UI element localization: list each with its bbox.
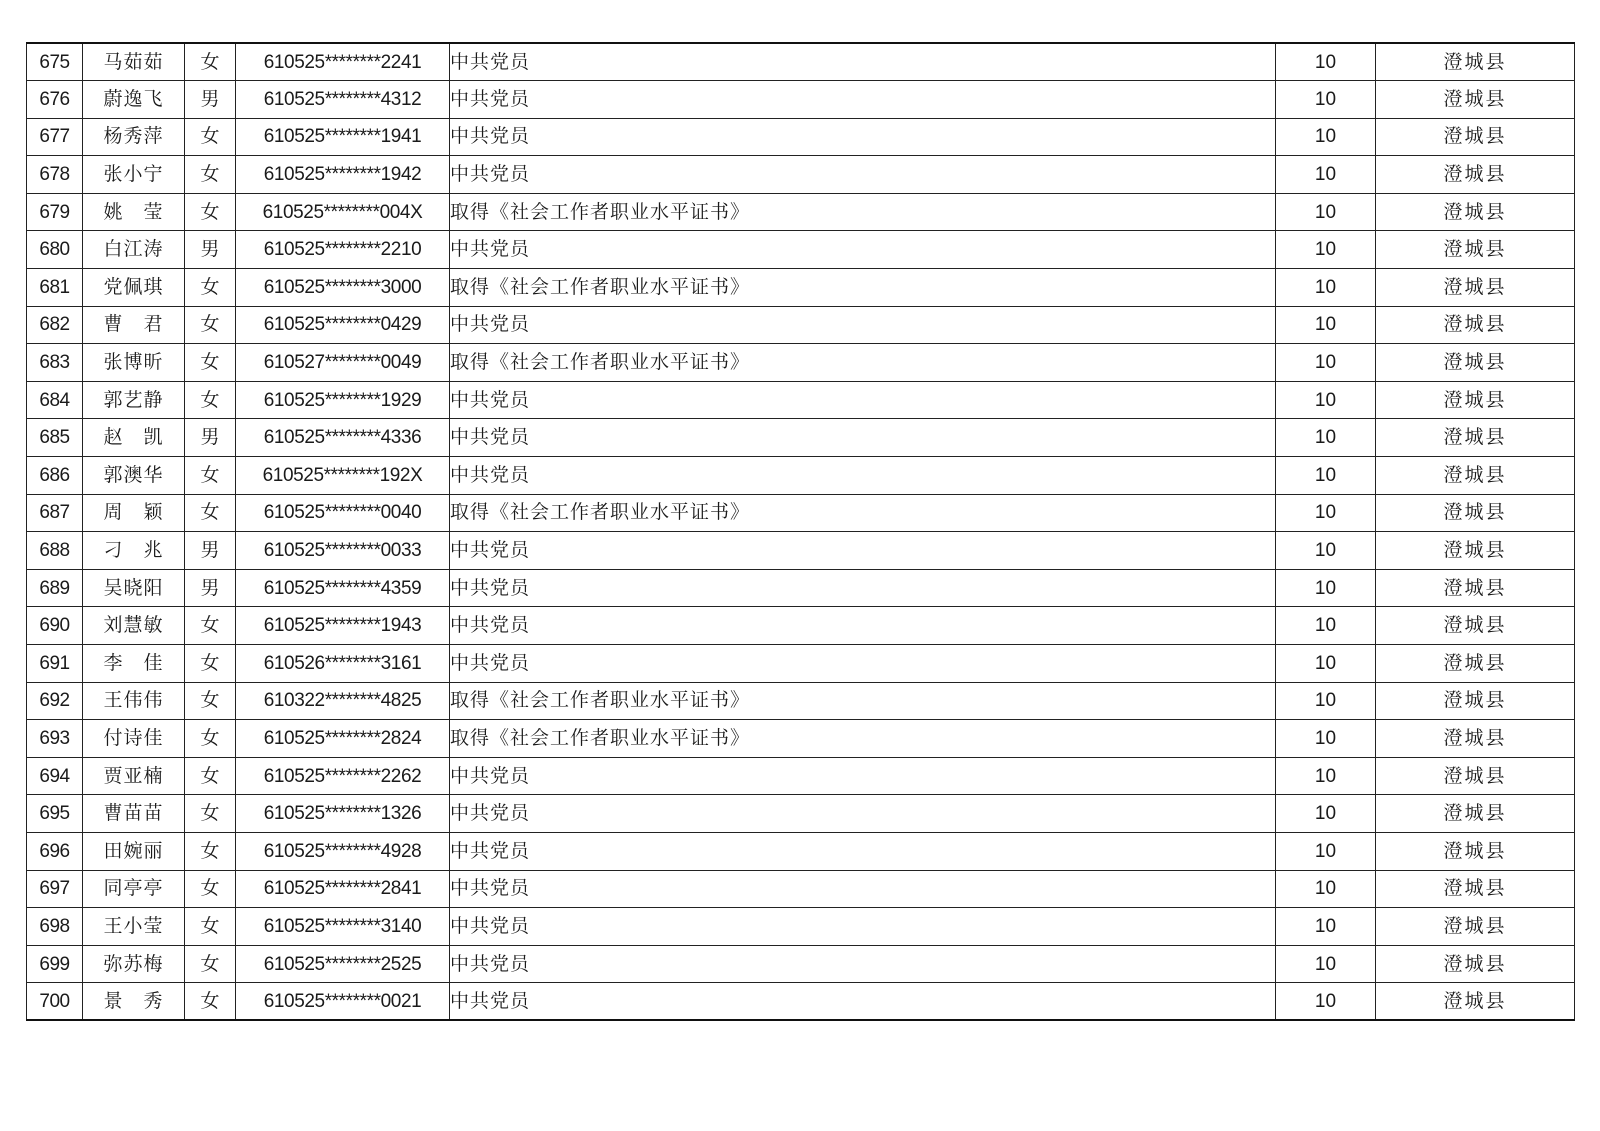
gender-cell: 女 [185, 269, 236, 307]
gender-cell: 女 [185, 494, 236, 532]
table-row [27, 532, 1575, 570]
score-cell: 10 [1276, 532, 1376, 570]
gender-cell: 女 [185, 682, 236, 720]
person-name-cell: 贾亚楠 [83, 757, 185, 795]
row-number-cell: 685 [27, 419, 83, 457]
gender-cell: 女 [185, 118, 236, 156]
person-name-cell: 杨秀萍 [83, 118, 185, 156]
county-cell: 澄城县 [1376, 757, 1575, 795]
person-name-cell: 张博昕 [83, 344, 185, 382]
row-number-cell: 694 [27, 757, 83, 795]
score-cell: 10 [1276, 81, 1376, 119]
table-row [27, 306, 1575, 344]
id-number-cell: 610525********1326 [236, 795, 450, 833]
row-number-cell: 689 [27, 569, 83, 607]
qualification-cell: 取得《社会工作者职业水平证书》 [450, 193, 1276, 231]
person-name-cell: 李 佳 [83, 645, 185, 683]
person-name-cell: 刘慧敏 [83, 607, 185, 645]
person-name-cell: 白江涛 [83, 231, 185, 269]
row-number-cell: 684 [27, 381, 83, 419]
gender-cell: 女 [185, 720, 236, 758]
table-row [27, 344, 1575, 382]
qualification-cell: 中共党员 [450, 43, 1276, 81]
score-cell: 10 [1276, 269, 1376, 307]
table-row [27, 457, 1575, 495]
table-row [27, 870, 1575, 908]
id-number-cell: 610525********192X [236, 457, 450, 495]
score-cell: 10 [1276, 720, 1376, 758]
table-row [27, 795, 1575, 833]
person-name-cell: 姚 莹 [83, 193, 185, 231]
county-cell: 澄城县 [1376, 607, 1575, 645]
roster-body [27, 43, 1575, 1020]
row-number-cell: 686 [27, 457, 83, 495]
qualification-cell: 中共党员 [450, 908, 1276, 946]
row-number-cell: 679 [27, 193, 83, 231]
person-name-cell: 曹 君 [83, 306, 185, 344]
score-cell: 10 [1276, 231, 1376, 269]
gender-cell: 女 [185, 156, 236, 194]
score-cell: 10 [1276, 645, 1376, 683]
person-name-cell: 刁 兆 [83, 532, 185, 570]
score-cell: 10 [1276, 381, 1376, 419]
person-name-cell: 赵 凯 [83, 419, 185, 457]
row-number-cell: 698 [27, 908, 83, 946]
county-cell: 澄城县 [1376, 193, 1575, 231]
qualification-cell: 中共党员 [450, 81, 1276, 119]
qualification-cell: 中共党员 [450, 231, 1276, 269]
id-number-cell: 610525********4359 [236, 569, 450, 607]
row-number-cell: 675 [27, 43, 83, 81]
row-number-cell: 696 [27, 832, 83, 870]
id-number-cell: 610525********1943 [236, 607, 450, 645]
row-number-cell: 681 [27, 269, 83, 307]
person-name-cell: 马茹茹 [83, 43, 185, 81]
table-row [27, 607, 1575, 645]
qualification-cell: 中共党员 [450, 118, 1276, 156]
id-number-cell: 610525********0040 [236, 494, 450, 532]
qualification-cell: 中共党员 [450, 645, 1276, 683]
gender-cell: 女 [185, 607, 236, 645]
score-cell: 10 [1276, 306, 1376, 344]
qualification-cell: 中共党员 [450, 870, 1276, 908]
person-name-cell: 吴晓阳 [83, 569, 185, 607]
row-number-cell: 692 [27, 682, 83, 720]
row-number-cell: 700 [27, 983, 83, 1021]
score-cell: 10 [1276, 457, 1376, 495]
qualification-cell: 中共党员 [450, 832, 1276, 870]
gender-cell: 男 [185, 231, 236, 269]
table-row [27, 419, 1575, 457]
score-cell: 10 [1276, 419, 1376, 457]
score-cell: 10 [1276, 494, 1376, 532]
person-name-cell: 郭澳华 [83, 457, 185, 495]
qualification-cell: 中共党员 [450, 419, 1276, 457]
county-cell: 澄城县 [1376, 908, 1575, 946]
id-number-cell: 610525********2262 [236, 757, 450, 795]
table-row [27, 720, 1575, 758]
qualification-cell: 取得《社会工作者职业水平证书》 [450, 344, 1276, 382]
id-number-cell: 610525********2824 [236, 720, 450, 758]
score-cell: 10 [1276, 908, 1376, 946]
county-cell: 澄城县 [1376, 118, 1575, 156]
gender-cell: 女 [185, 381, 236, 419]
score-cell: 10 [1276, 118, 1376, 156]
person-name-cell: 张小宁 [83, 156, 185, 194]
qualification-cell: 中共党员 [450, 757, 1276, 795]
table-row [27, 757, 1575, 795]
gender-cell: 女 [185, 645, 236, 683]
row-number-cell: 699 [27, 945, 83, 983]
gender-cell: 女 [185, 457, 236, 495]
county-cell: 澄城县 [1376, 43, 1575, 81]
county-cell: 澄城县 [1376, 156, 1575, 194]
row-number-cell: 677 [27, 118, 83, 156]
id-number-cell: 610525********4928 [236, 832, 450, 870]
qualification-cell: 中共党员 [450, 156, 1276, 194]
person-name-cell: 王伟伟 [83, 682, 185, 720]
county-cell: 澄城县 [1376, 457, 1575, 495]
county-cell: 澄城县 [1376, 306, 1575, 344]
id-number-cell: 610527********0049 [236, 344, 450, 382]
county-cell: 澄城县 [1376, 645, 1575, 683]
gender-cell: 女 [185, 795, 236, 833]
qualification-cell: 中共党员 [450, 795, 1276, 833]
id-number-cell: 610322********4825 [236, 682, 450, 720]
qualification-cell: 中共党员 [450, 569, 1276, 607]
id-number-cell: 610525********0429 [236, 306, 450, 344]
row-number-cell: 691 [27, 645, 83, 683]
gender-cell: 女 [185, 306, 236, 344]
gender-cell: 男 [185, 419, 236, 457]
qualification-cell: 取得《社会工作者职业水平证书》 [450, 682, 1276, 720]
table-row [27, 569, 1575, 607]
county-cell: 澄城县 [1376, 532, 1575, 570]
county-cell: 澄城县 [1376, 231, 1575, 269]
qualification-cell: 中共党员 [450, 607, 1276, 645]
table-row [27, 983, 1575, 1021]
row-number-cell: 682 [27, 306, 83, 344]
id-number-cell: 610526********3161 [236, 645, 450, 683]
county-cell: 澄城县 [1376, 682, 1575, 720]
row-number-cell: 697 [27, 870, 83, 908]
gender-cell: 女 [185, 983, 236, 1021]
score-cell: 10 [1276, 795, 1376, 833]
gender-cell: 女 [185, 193, 236, 231]
roster-table [26, 42, 1575, 1021]
id-number-cell: 610525********004X [236, 193, 450, 231]
id-number-cell: 610525********4312 [236, 81, 450, 119]
county-cell: 澄城县 [1376, 945, 1575, 983]
county-cell: 澄城县 [1376, 419, 1575, 457]
row-number-cell: 683 [27, 344, 83, 382]
county-cell: 澄城县 [1376, 832, 1575, 870]
score-cell: 10 [1276, 43, 1376, 81]
score-cell: 10 [1276, 344, 1376, 382]
county-cell: 澄城县 [1376, 720, 1575, 758]
person-name-cell: 蔚逸飞 [83, 81, 185, 119]
score-cell: 10 [1276, 569, 1376, 607]
county-cell: 澄城县 [1376, 983, 1575, 1021]
gender-cell: 女 [185, 832, 236, 870]
score-cell: 10 [1276, 682, 1376, 720]
county-cell: 澄城县 [1376, 81, 1575, 119]
id-number-cell: 610525********2841 [236, 870, 450, 908]
gender-cell: 女 [185, 344, 236, 382]
row-number-cell: 687 [27, 494, 83, 532]
row-number-cell: 695 [27, 795, 83, 833]
qualification-cell: 取得《社会工作者职业水平证书》 [450, 494, 1276, 532]
row-number-cell: 676 [27, 81, 83, 119]
table-row [27, 269, 1575, 307]
person-name-cell: 周 颖 [83, 494, 185, 532]
id-number-cell: 610525********3000 [236, 269, 450, 307]
table-row [27, 832, 1575, 870]
table-row [27, 908, 1575, 946]
id-number-cell: 610525********1929 [236, 381, 450, 419]
score-cell: 10 [1276, 607, 1376, 645]
score-cell: 10 [1276, 945, 1376, 983]
gender-cell: 女 [185, 945, 236, 983]
county-cell: 澄城县 [1376, 795, 1575, 833]
table-row [27, 682, 1575, 720]
qualification-cell: 取得《社会工作者职业水平证书》 [450, 720, 1276, 758]
gender-cell: 男 [185, 81, 236, 119]
id-number-cell: 610525********0033 [236, 532, 450, 570]
gender-cell: 女 [185, 870, 236, 908]
gender-cell: 女 [185, 43, 236, 81]
row-number-cell: 678 [27, 156, 83, 194]
gender-cell: 女 [185, 908, 236, 946]
gender-cell: 男 [185, 569, 236, 607]
person-name-cell: 同亭亭 [83, 870, 185, 908]
score-cell: 10 [1276, 983, 1376, 1021]
id-number-cell: 610525********3140 [236, 908, 450, 946]
id-number-cell: 610525********2210 [236, 231, 450, 269]
qualification-cell: 中共党员 [450, 983, 1276, 1021]
id-number-cell: 610525********2241 [236, 43, 450, 81]
gender-cell: 男 [185, 532, 236, 570]
score-cell: 10 [1276, 156, 1376, 194]
qualification-cell: 中共党员 [450, 306, 1276, 344]
row-number-cell: 693 [27, 720, 83, 758]
person-name-cell: 党佩琪 [83, 269, 185, 307]
county-cell: 澄城县 [1376, 381, 1575, 419]
county-cell: 澄城县 [1376, 569, 1575, 607]
person-name-cell: 曹苗苗 [83, 795, 185, 833]
table-row [27, 645, 1575, 683]
row-number-cell: 688 [27, 532, 83, 570]
qualification-cell: 取得《社会工作者职业水平证书》 [450, 269, 1276, 307]
score-cell: 10 [1276, 757, 1376, 795]
county-cell: 澄城县 [1376, 269, 1575, 307]
qualification-cell: 中共党员 [450, 457, 1276, 495]
table-row [27, 381, 1575, 419]
table-row [27, 945, 1575, 983]
score-cell: 10 [1276, 832, 1376, 870]
score-cell: 10 [1276, 870, 1376, 908]
score-cell: 10 [1276, 193, 1376, 231]
id-number-cell: 610525********1941 [236, 118, 450, 156]
county-cell: 澄城县 [1376, 344, 1575, 382]
qualification-cell: 中共党员 [450, 945, 1276, 983]
id-number-cell: 610525********1942 [236, 156, 450, 194]
id-number-cell: 610525********0021 [236, 983, 450, 1021]
qualification-cell: 中共党员 [450, 381, 1276, 419]
person-name-cell: 王小莹 [83, 908, 185, 946]
person-name-cell: 景 秀 [83, 983, 185, 1021]
person-name-cell: 郭艺静 [83, 381, 185, 419]
id-number-cell: 610525********2525 [236, 945, 450, 983]
table-row [27, 81, 1575, 119]
table-row [27, 494, 1575, 532]
table-row [27, 156, 1575, 194]
person-name-cell: 付诗佳 [83, 720, 185, 758]
qualification-cell: 中共党员 [450, 532, 1276, 570]
row-number-cell: 680 [27, 231, 83, 269]
county-cell: 澄城县 [1376, 870, 1575, 908]
person-name-cell: 弥苏梅 [83, 945, 185, 983]
id-number-cell: 610525********4336 [236, 419, 450, 457]
row-number-cell: 690 [27, 607, 83, 645]
county-cell: 澄城县 [1376, 494, 1575, 532]
person-name-cell: 田婉丽 [83, 832, 185, 870]
table-row [27, 231, 1575, 269]
gender-cell: 女 [185, 757, 236, 795]
table-row [27, 118, 1575, 156]
table-row [27, 43, 1575, 81]
table-row [27, 193, 1575, 231]
